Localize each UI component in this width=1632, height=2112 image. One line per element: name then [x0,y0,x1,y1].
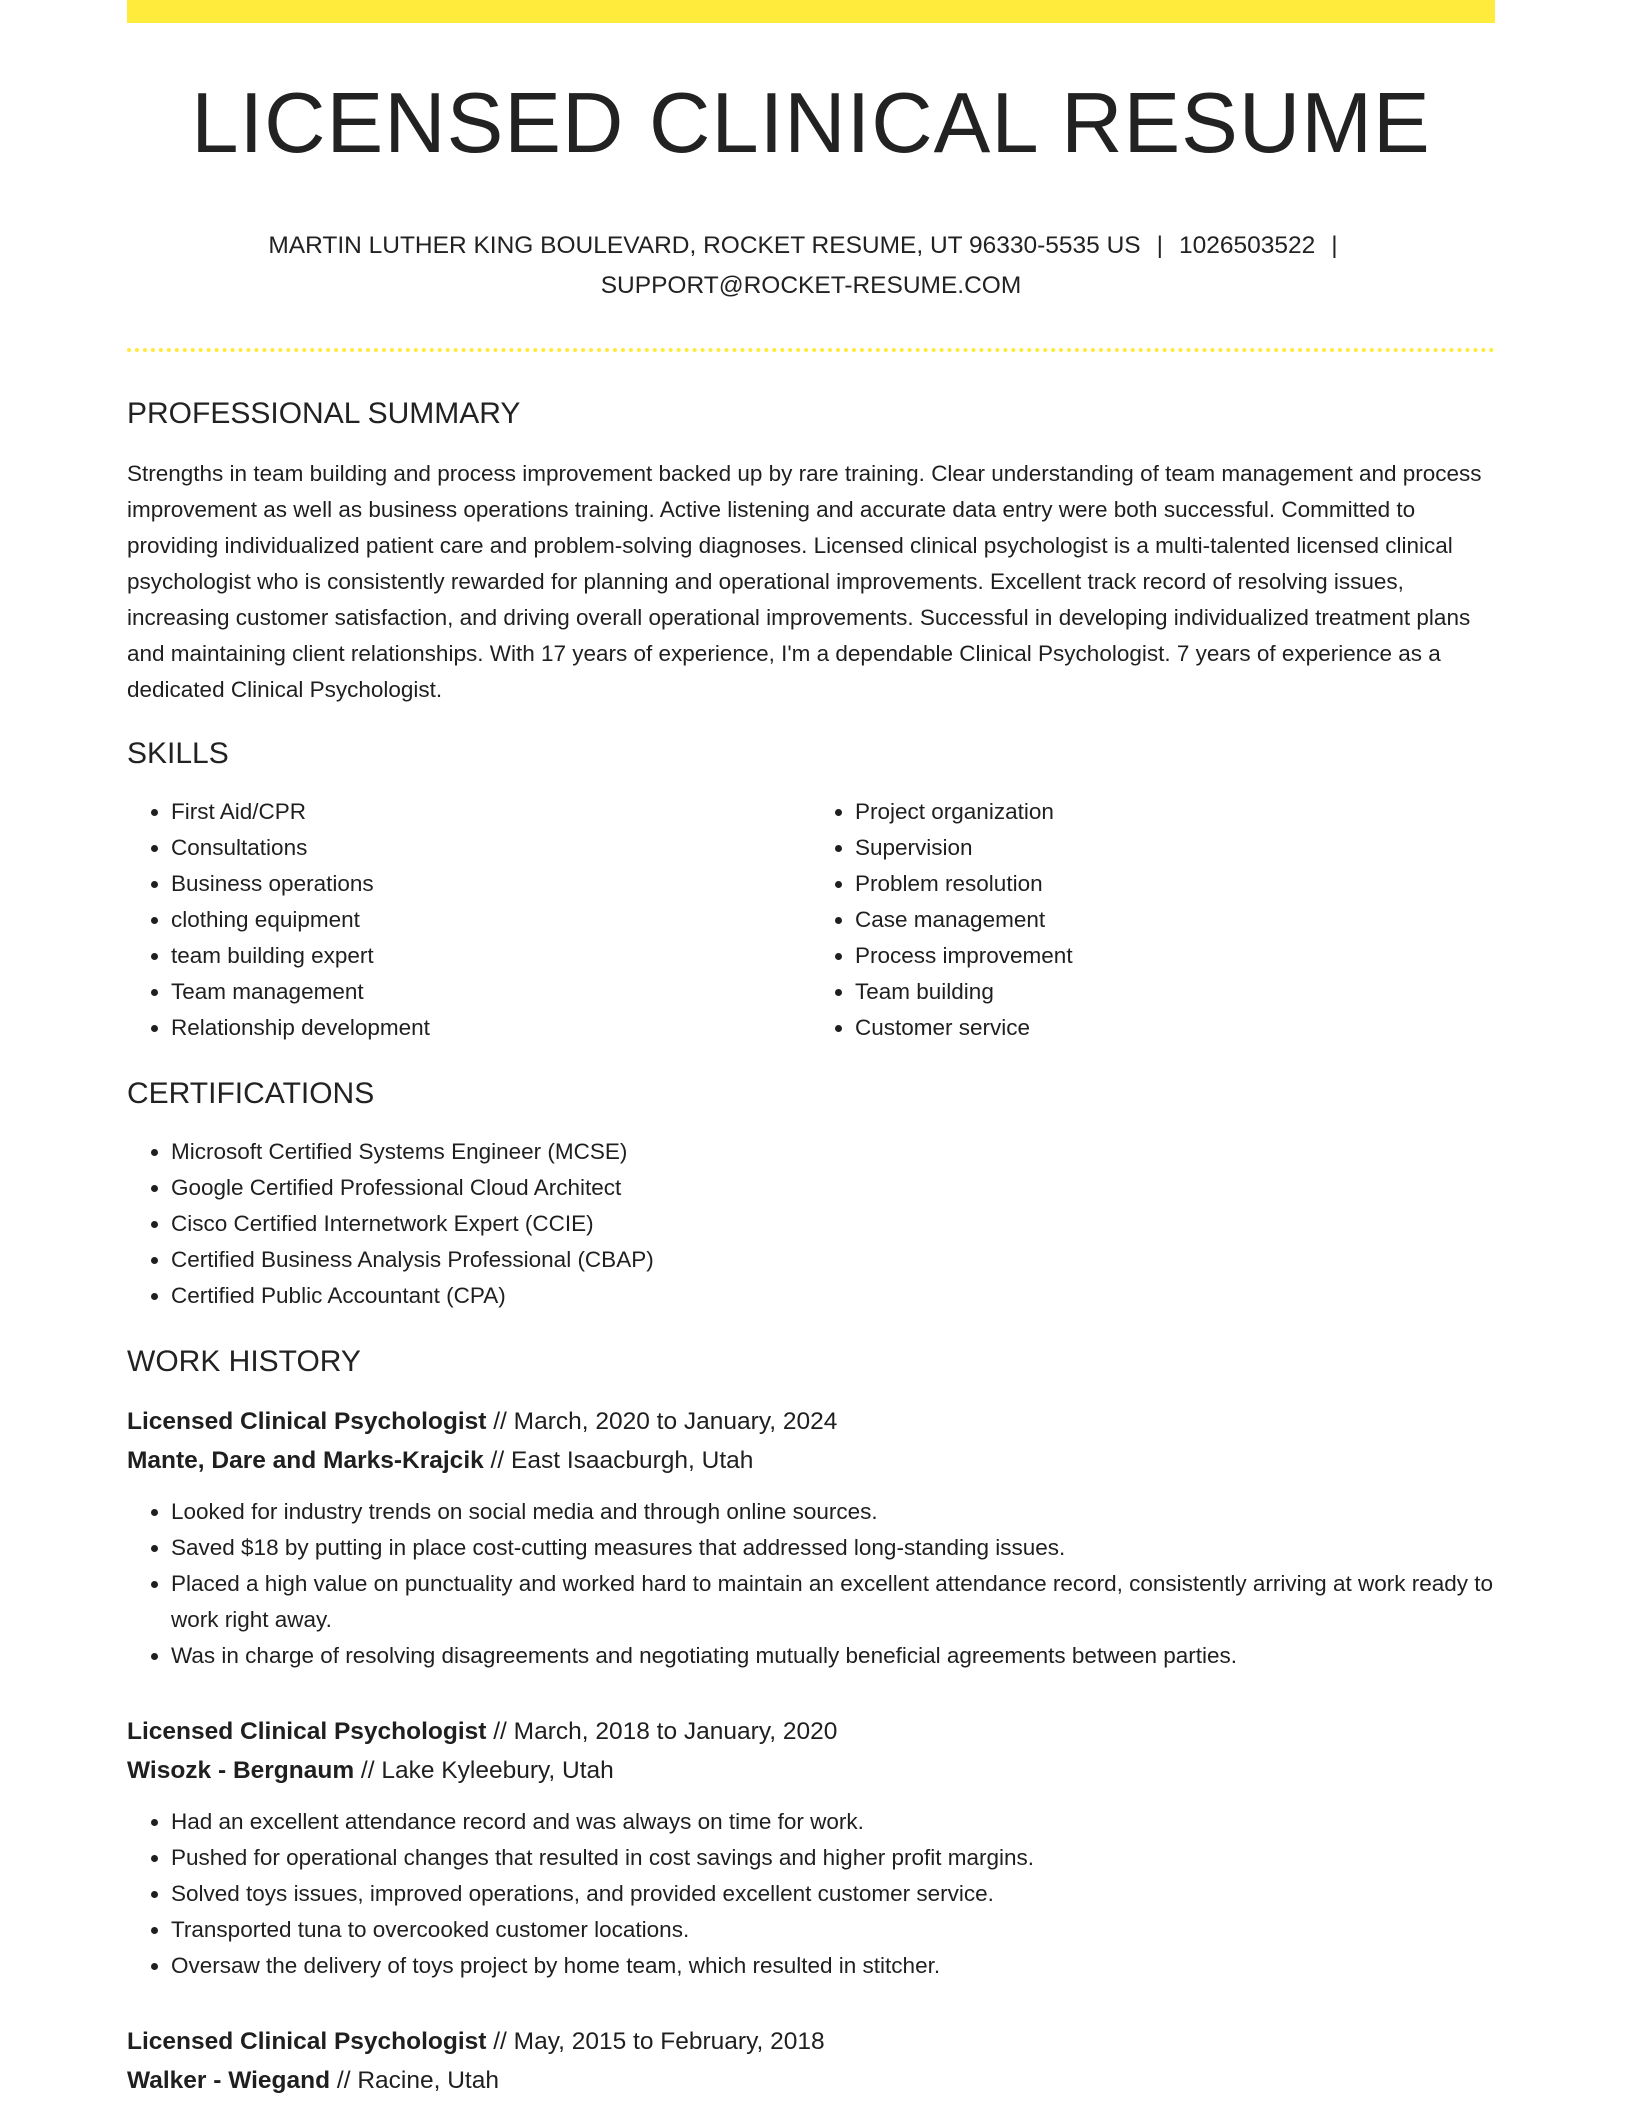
job-company: Walker - Wiegand [127,2067,331,2094]
job-location: East Isaacburgh, Utah [510,1447,754,1474]
skill-item: • First Aid/CPR [171,794,811,830]
job-bullet: • Pushed for operational changes that resulted in cost savings and higher profit margins. [171,1840,1495,1876]
job-dates: May, 2015 to February, 2018 [513,2028,825,2055]
job-entry [127,1712,1495,1984]
resume-page [127,0,1495,2100]
dotted-divider [127,348,1495,352]
skills-heading: SKILLS [127,737,229,770]
job-bullet: • Had an excellent attendance record and was always on time for work. [171,1804,1495,1840]
skill-item: • clothing equipment [171,902,811,938]
skill-item: • Problem resolution [855,866,1495,902]
certification-item: • Certified Business Analysis Professional (CBAP) [171,1242,1495,1278]
skill-item: • Process improvement [855,938,1495,974]
job-title: Licensed Clinical Psychologist [127,1718,487,1745]
skill-item: • Team building [855,974,1495,1010]
job-title: Licensed Clinical Psychologist [127,2028,487,2055]
certification-item: • Certified Public Accountant (CPA) [171,1278,1495,1314]
contact-email: SUPPORT@ROCKET-RESUME.COM [600,272,1022,299]
summary-text: Strengths in team building and process improvement backed up by rare training. Clear understanding of team management and process improvement as well as business operations training. Active listening and accurate data entry were both successful. Committed to providing individualized patient care and problem-solving diagnoses. Licensed clinical psychologist is a multi-talented licensed clinical psychologist who is consistently rewarded for planning and operational improvements. Excellent track record of resolving issues, increasing customer satisfaction, and driving overall operational improvements. Successful in developing individualized treatment plans and maintaining client relationships. With 17 years of experience, I'm a dependable Clinical Psychologist. 7 years of experience as a dedicated Clinical Psychologist. [127,461,1482,702]
job-company: Mante, Dare and Marks-Krajcik [127,1447,484,1474]
job-bullet: • Looked for industry trends on social media and through online sources. [171,1494,1495,1530]
certification-item: • Microsoft Certified Systems Engineer (MCSE) [171,1134,1495,1170]
contact-phone: 1026503522 [1179,232,1316,259]
job-dates: March, 2018 to January, 2020 [513,1718,838,1745]
job-title-line [127,2022,1495,2061]
skill-item: • Consultations [171,830,811,866]
skill-item: • Team management [171,974,811,1010]
job-divider: // [483,1447,511,1474]
accent-bar [127,0,1495,23]
skill-item: • Supervision [855,830,1495,866]
skill-item: • Case management [855,902,1495,938]
contact-separator: | [1331,232,1338,259]
job-dates: March, 2020 to January, 2024 [513,1408,838,1435]
skill-item: • Business operations [171,866,811,902]
job-bullet: • Oversaw the delivery of toys project by home team, which resulted in stitcher. [171,1948,1495,1984]
contact-info [127,226,1495,306]
job-title-line [127,1402,1495,1441]
contact-address: MARTIN LUTHER KING BOULEVARD, ROCKET RESUME, UT 96330-5535 US [268,232,1141,259]
job-bullet: • Transported tuna to overcooked customer locations. [171,1912,1495,1948]
work-history-heading: WORK HISTORY [127,1345,361,1378]
job-title: Licensed Clinical Psychologist [127,1408,487,1435]
job-bullets [127,1494,1495,1674]
skill-item: • Project organization [855,794,1495,830]
job-company-line [127,1441,1495,1480]
job-location: Racine, Utah [357,2067,499,2094]
job-bullet: • Placed a high value on punctuality and worked hard to maintain an excellent attendance record, consistently arriving at work ready to work right away. [171,1566,1495,1638]
certification-item: • Google Certified Professional Cloud Architect [171,1170,1495,1206]
job-title-line [127,1712,1495,1751]
skills-column-left [127,794,811,1046]
job-bullet: • Was in charge of resolving disagreements and negotiating mutually beneficial agreements between parties. [171,1638,1495,1674]
certifications-list [127,1134,1495,1314]
job-location: Lake Kyleebury, Utah [381,1757,614,1784]
job-divider: // [330,2067,358,2094]
resume-title: LICENSED CLINICAL RESUME [191,76,1431,171]
job-entry [127,1402,1495,1674]
contact-separator: | [1156,232,1163,259]
job-divider: // [486,1718,514,1745]
job-company-line [127,2061,1495,2100]
skills-column-right [811,794,1495,1046]
job-entry [127,2022,1495,2100]
summary-heading: PROFESSIONAL SUMMARY [127,397,521,430]
job-company: Wisozk - Bergnaum [127,1757,355,1784]
job-divider: // [486,1408,514,1435]
work-history-list [127,1402,1495,2100]
certifications-heading: CERTIFICATIONS [127,1077,375,1110]
job-bullets [127,1804,1495,1984]
skill-item: • team building expert [171,938,811,974]
skill-item: • Relationship development [171,1010,811,1046]
job-divider: // [354,1757,382,1784]
skills-list [127,794,1495,1046]
skill-item: • Customer service [855,1010,1495,1046]
job-bullet: • Saved $18 by putting in place cost-cutting measures that addressed long-standing issues. [171,1530,1495,1566]
job-divider: // [486,2028,514,2055]
job-bullet: • Solved toys issues, improved operations, and provided excellent customer service. [171,1876,1495,1912]
job-company-line [127,1751,1495,1790]
certification-item: • Cisco Certified Internetwork Expert (CCIE) [171,1206,1495,1242]
